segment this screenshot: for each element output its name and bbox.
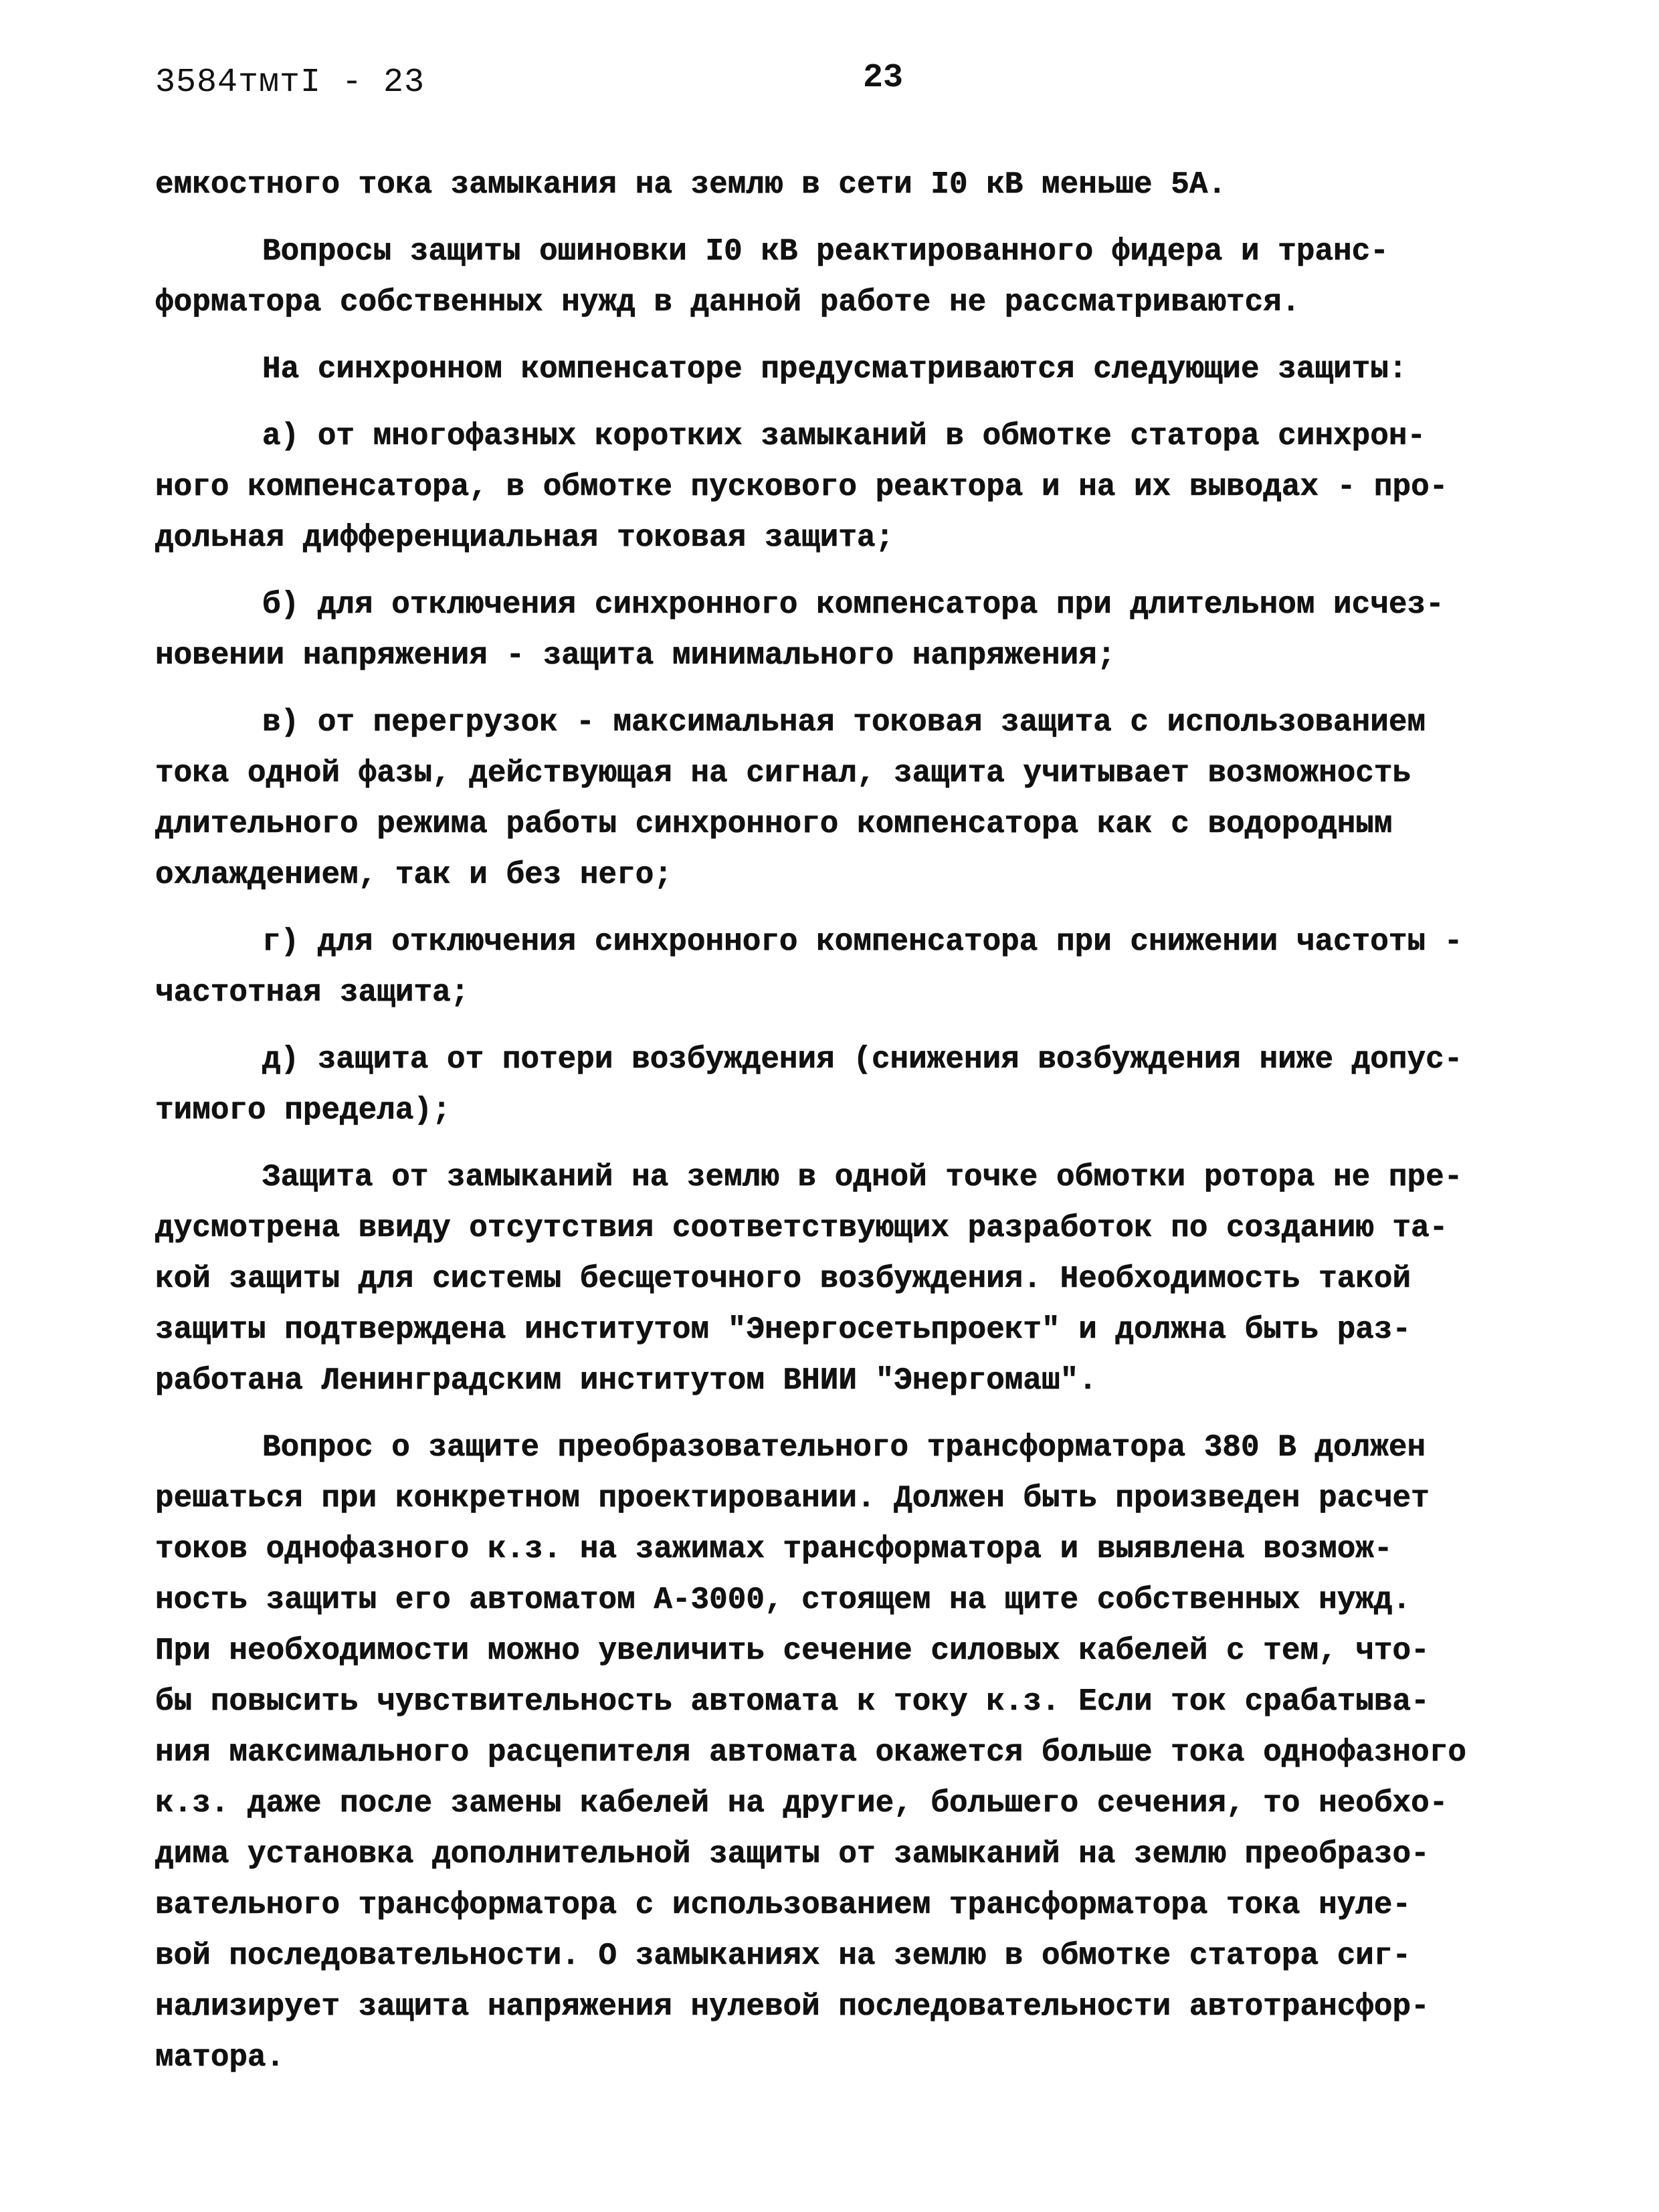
text-line: Вопрос о защите преобразовательного трансформатора 380 В должен (262, 1430, 1426, 1465)
text-line: ность защиты его автоматом А-3000, стоящем на щите собственных нужд. (155, 1583, 1411, 1617)
text-line: г) для отключения синхронного компенсатора при снижении частоты - (262, 924, 1463, 959)
text-line: ния максимального расцепителя автомата окажется больше тока однофазного (155, 1735, 1466, 1770)
paragraph (155, 1422, 1640, 2083)
paragraph (155, 226, 1640, 328)
text-line: длительного режима работы синхронного компенсатора как с водородным (155, 807, 1393, 841)
paragraph (155, 159, 1640, 210)
text-line: ного компенсатора, в обмотке пускового реактора и на их выводах - про- (155, 470, 1448, 504)
text-line: Защита от замыканий на землю в одной точке обмотки ротора не пре- (262, 1160, 1463, 1195)
paragraph (155, 579, 1640, 681)
text-line: решаться при конкретном проектировании. Должен быть произведен расчет (155, 1481, 1430, 1516)
text-line: дусмотрена ввиду отсутствия соответствующих разработок по созданию та- (155, 1211, 1448, 1245)
text-line: нализирует защита напряжения нулевой последовательности автотрансфор- (155, 1989, 1430, 2024)
text-line: При необходимости можно увеличить сечение силовых кабелей с тем, что- (155, 1633, 1430, 1668)
text-line: к.з. даже после замены кабелей на другие, большего сечения, то необхо- (155, 1786, 1448, 1821)
text-line: защиты подтверждена институтом "Энергосетьпроект" и должна быть раз- (155, 1312, 1411, 1347)
paragraph (155, 697, 1640, 900)
text-line: работана Ленинградским институтом ВНИИ "Энергомаш". (155, 1363, 1097, 1398)
document-body (155, 159, 1640, 2083)
text-line: б) для отключения синхронного компенсатора при длительном исчез- (262, 587, 1444, 622)
text-line: вой последовательности. О замыканиях на землю в обмотке статора сиг- (155, 1938, 1411, 1973)
text-line: бы повысить чувствительность автомата к току к.з. Если ток срабатыва- (155, 1684, 1430, 1719)
paragraph (155, 411, 1640, 563)
text-line: Вопросы защиты ошиновки I0 кВ реактированного фидера и транс- (262, 234, 1389, 269)
document-code: 3584тмтI - 23 (155, 64, 425, 102)
paragraph (155, 916, 1640, 1018)
text-line: в) от перегрузок - максимальная токовая защита с использованием (262, 705, 1426, 740)
text-line: вательного трансформатора с использованием трансформатора тока нуле- (155, 1888, 1411, 1922)
text-line: На синхронном компенсаторе предусматриваются следующие защиты: (262, 352, 1407, 387)
text-line: тока одной фазы, действующая на сигнал, защита учитывает возможность (155, 756, 1411, 791)
text-line: частотная защита; (155, 975, 470, 1010)
text-line: новении напряжения - защита минимального напряжения; (155, 638, 1116, 673)
text-line: токов однофазного к.з. на зажимах трансформатора и выявлена возмож- (155, 1532, 1393, 1567)
text-line: д) защита от потери возбуждения (снижения возбуждения ниже допус- (262, 1042, 1463, 1077)
paragraph (155, 1152, 1640, 1406)
page-number: 23 (863, 59, 904, 97)
text-line: тимого предела); (155, 1093, 451, 1128)
text-line: емкостного тока замыкания на землю в сети I0 кВ меньше 5А. (155, 167, 1227, 202)
text-line: дольная дифференциальная токовая защита; (155, 520, 894, 555)
text-line: форматора собственных нужд в данной работе не рассматриваются. (155, 285, 1300, 320)
paragraph (155, 344, 1640, 395)
text-line: дима установка дополнительной защиты от замыканий на землю преобразо- (155, 1837, 1430, 1872)
text-line: матора. (155, 2040, 285, 2075)
text-line: охлаждением, так и без него; (155, 858, 672, 892)
text-line: кой защиты для системы бесщеточного возбуждения. Необходимость такой (155, 1262, 1411, 1296)
paragraph (155, 1034, 1640, 1136)
text-line: а) от многофазных коротких замыканий в обмотке статора синхрон- (262, 419, 1426, 454)
